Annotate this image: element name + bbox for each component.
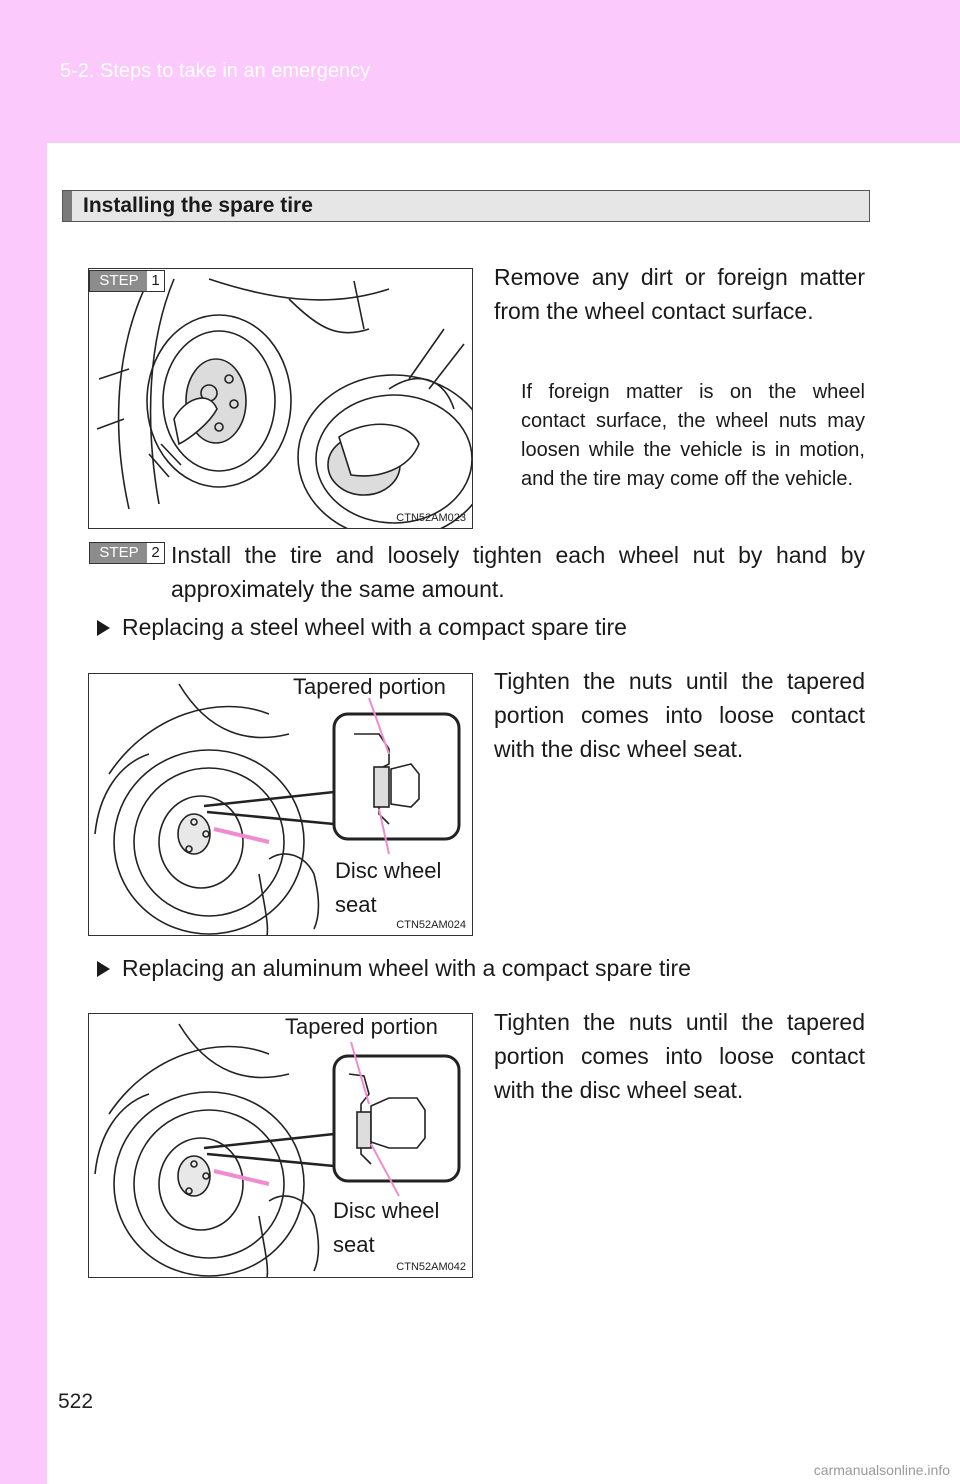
step-2-badge — [89, 542, 165, 564]
step-1-badge — [89, 270, 165, 292]
heading-accent — [63, 191, 72, 221]
step-label: STEP — [90, 543, 148, 563]
section-title: 5-2. Steps to take in an emergency — [60, 60, 371, 82]
step-1-note: If foreign matter is on the wheel contact surface, the wheel nuts may loosen while the vehicle is in motion, and the tire may come off the vehicle. — [521, 381, 865, 490]
callout-disc-wheel-seat-2: seat — [335, 892, 377, 917]
page-number: 522 — [58, 1390, 94, 1413]
steel-wheel-heading-text: Replacing a steel wheel with a compact spare tire — [122, 614, 627, 640]
aluminum-wheel-text: Tighten the nuts until the tapered portion comes into loose contact with the disc wheel seat. — [494, 1009, 865, 1103]
steel-wheel-text: Tighten the nuts until the tapered portion comes into loose contact with the disc wheel seat. — [494, 668, 865, 762]
callout-disc-wheel-seat-2: seat — [333, 1232, 375, 1257]
step-number: 1 — [147, 271, 164, 291]
step-number: 2 — [147, 543, 164, 563]
callout-disc-wheel-seat-1: Disc wheel — [333, 1198, 440, 1223]
clean-hub-illustration — [89, 269, 473, 529]
aluminum-wheel-heading — [97, 953, 877, 983]
triangle-bullet-icon — [97, 961, 110, 977]
figure-steel-wheel — [88, 673, 473, 936]
figure-code: CTN52AM023 — [396, 512, 466, 524]
steel-wheel-heading — [97, 612, 877, 642]
watermark: carmanualsonline.info — [813, 1462, 950, 1478]
figure-code: CTN52AM024 — [396, 919, 466, 931]
triangle-bullet-icon — [97, 620, 110, 636]
aluminum-wheel-illustration — [89, 1014, 473, 1278]
steel-wheel-illustration — [89, 674, 473, 936]
side-band — [0, 143, 47, 1484]
callout-tapered-portion: Tapered portion — [293, 674, 446, 699]
callout-tapered-portion: Tapered portion — [285, 1014, 438, 1039]
section-heading — [62, 190, 870, 222]
heading-text: Installing the spare tire — [83, 194, 313, 217]
callout-disc-wheel-seat-1: Disc wheel — [335, 858, 442, 883]
figure-clean-contact-surface — [88, 268, 473, 529]
figure-aluminum-wheel — [88, 1013, 473, 1278]
step-1-text: Remove any dirt or foreign matter from the wheel contact surface. — [494, 264, 865, 324]
step-label: STEP — [90, 271, 148, 291]
figure-code: CTN52AM042 — [396, 1261, 466, 1273]
step-2-text: Install the tire and loosely tighten each wheel nut by hand by approximately the same amount. — [171, 542, 865, 602]
aluminum-wheel-heading-text: Replacing an aluminum wheel with a compact spare tire — [122, 955, 691, 981]
